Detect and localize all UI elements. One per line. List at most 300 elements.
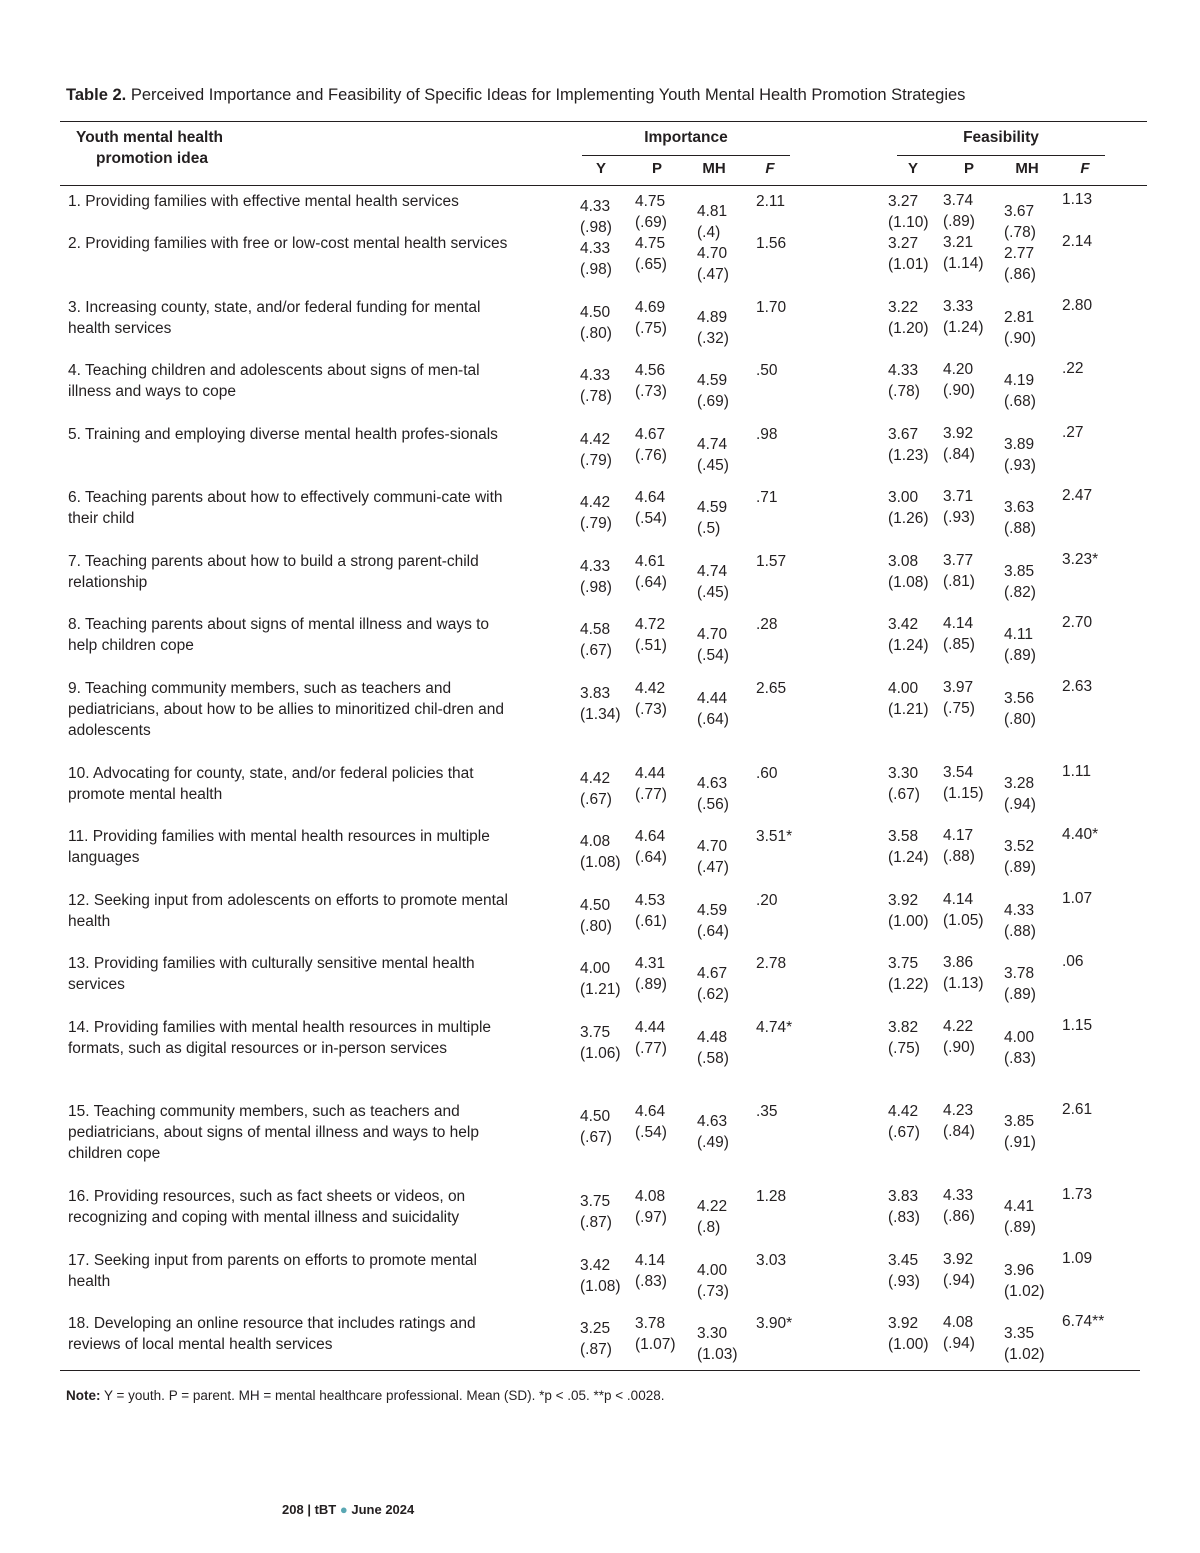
cell-mean: 4.23 xyxy=(943,1102,974,1119)
cell-fea-p xyxy=(943,825,975,867)
footer-separator: | xyxy=(307,1502,311,1517)
cell-fea-y xyxy=(888,953,929,995)
cell-imp-y xyxy=(580,1106,612,1148)
cell-sd: (.65) xyxy=(635,256,667,273)
cell-imp-p xyxy=(635,1313,676,1355)
cell-imp-y xyxy=(580,1191,612,1233)
cell-sd: (.49) xyxy=(697,1134,729,1151)
cell-imp-mh xyxy=(697,307,729,349)
cell-fea-f: .27 xyxy=(1062,424,1084,441)
row-idea: 12. Seeking input from adolescents on efforts to promote mental health xyxy=(68,892,508,930)
cell-sd: (.97) xyxy=(635,1209,667,1226)
cell-sd: (.90) xyxy=(943,382,975,399)
cell-imp-p xyxy=(635,551,667,593)
cell-mean: 3.97 xyxy=(943,679,974,696)
cell-fea-y xyxy=(888,233,929,275)
cell-fea-f: .06 xyxy=(1062,953,1084,970)
cell-mean: 4.42 xyxy=(580,494,611,511)
cell-fea-y xyxy=(888,191,929,233)
cell-sd: (.76) xyxy=(635,447,667,464)
header-idea xyxy=(76,127,276,169)
cell-mean: 3.71 xyxy=(943,488,974,505)
cell-imp-mh xyxy=(697,201,727,243)
cell-sd: (.75) xyxy=(888,1040,920,1057)
cell-imp-p xyxy=(635,297,667,339)
cell-sd: (.79) xyxy=(580,515,612,532)
cell-mean: 4.42 xyxy=(888,1103,919,1120)
header-rule xyxy=(60,185,1147,186)
cell-fea-p xyxy=(943,613,975,655)
cell-mean: 4.33 xyxy=(1004,902,1035,919)
cell-sd: (.54) xyxy=(635,1124,667,1141)
cell-fea-f: 2.14 xyxy=(1062,233,1093,250)
cell-mean: 3.74 xyxy=(943,192,974,209)
cell-mean: 4.33 xyxy=(580,240,611,257)
top-rule xyxy=(60,121,1147,122)
cell-imp-p xyxy=(635,890,667,932)
cell-fea-y xyxy=(888,826,929,868)
cell-mean: 4.59 xyxy=(697,372,728,389)
row-idea: 9. Teaching community members, such as teachers and pediatricians, about how to be allies to minoritized chil-dren and adolescents xyxy=(68,680,504,739)
cell-fea-mh xyxy=(1004,963,1036,1005)
cell-sd: (.93) xyxy=(888,1273,920,1290)
cell-mean: 4.20 xyxy=(943,361,974,378)
cell-mean: 3.30 xyxy=(697,1325,728,1342)
cell-fea-y xyxy=(888,614,929,656)
cell-mean: 4.33 xyxy=(888,362,919,379)
cell-fea-mh xyxy=(1004,1323,1045,1365)
cell-imp-p xyxy=(635,1186,667,1228)
cell-imp-f: 2.78 xyxy=(756,955,787,972)
header-idea-line2: promotion idea xyxy=(96,150,208,167)
cell-imp-y xyxy=(580,238,612,280)
cell-sd: (.68) xyxy=(1004,393,1036,410)
cell-fea-p xyxy=(943,1312,975,1354)
cell-mean: 4.42 xyxy=(580,431,611,448)
cell-mean: 4.17 xyxy=(943,827,974,844)
cell-mean: 4.08 xyxy=(635,1188,666,1205)
cell-sd: (1.00) xyxy=(888,1336,929,1353)
cell-fea-y xyxy=(888,1186,920,1228)
cell-sd: (.78) xyxy=(888,383,920,400)
cell-sd: (.67) xyxy=(888,786,920,803)
cell-mean: 3.92 xyxy=(888,892,919,909)
cell-mean: 3.56 xyxy=(1004,690,1035,707)
row-idea: 15. Teaching community members, such as teachers and pediatricians, about signs of mental illness and ways to help children cope xyxy=(68,1103,479,1162)
cell-imp-p xyxy=(635,614,667,656)
cell-sd: (.91) xyxy=(1004,1134,1036,1151)
cell-mean: 3.92 xyxy=(943,1251,974,1268)
cell-fea-mh xyxy=(1004,497,1036,539)
cell-imp-mh xyxy=(697,497,727,539)
cell-imp-mh xyxy=(697,1323,738,1365)
cell-imp-y xyxy=(580,1255,621,1297)
cell-mean: 4.33 xyxy=(580,558,611,575)
cell-sd: (.98) xyxy=(580,579,612,596)
cell-fea-y xyxy=(888,890,929,932)
cell-mean: 4.33 xyxy=(580,198,611,215)
cell-mean: 4.75 xyxy=(635,235,666,252)
cell-sd: (.93) xyxy=(943,509,975,526)
cell-sd: (.64) xyxy=(635,849,667,866)
header-fea-mh: MH xyxy=(1015,160,1039,177)
cell-mean: 3.00 xyxy=(888,489,919,506)
cell-imp-f: 1.57 xyxy=(756,553,787,570)
cell-fea-p xyxy=(943,1249,975,1291)
cell-mean: 4.67 xyxy=(697,965,728,982)
cell-imp-f: .35 xyxy=(756,1103,778,1120)
cell-fea-p xyxy=(943,423,975,465)
cell-mean: 4.44 xyxy=(697,690,728,707)
cell-mean: 3.42 xyxy=(888,616,919,633)
cell-imp-mh xyxy=(697,1196,727,1238)
cell-sd: (.98) xyxy=(580,261,612,278)
cell-sd: (.85) xyxy=(943,636,975,653)
cell-sd: (.47) xyxy=(697,266,729,283)
cell-sd: (1.08) xyxy=(888,574,929,591)
cell-fea-f: .22 xyxy=(1062,360,1084,377)
cell-mean: 2.77 xyxy=(1004,245,1035,262)
cell-sd: (1.02) xyxy=(1004,1346,1045,1363)
cell-imp-p xyxy=(635,360,667,402)
cell-sd: (.69) xyxy=(635,214,667,231)
cell-imp-y xyxy=(580,429,612,471)
cell-imp-mh xyxy=(697,836,729,878)
cell-imp-p xyxy=(635,233,667,275)
cell-imp-f: .98 xyxy=(756,426,778,443)
cell-fea-p xyxy=(943,296,984,338)
row-idea: 7. Teaching parents about how to build a strong parent-child relationship xyxy=(68,553,479,591)
cell-sd: (1.13) xyxy=(943,975,984,992)
cell-mean: 4.70 xyxy=(697,245,728,262)
cell-sd: (.45) xyxy=(697,584,729,601)
cell-fea-p xyxy=(943,1185,975,1227)
cell-mean: 4.53 xyxy=(635,892,666,909)
cell-fea-mh xyxy=(1004,900,1036,942)
cell-imp-f: 1.70 xyxy=(756,299,787,316)
cell-mean: 4.22 xyxy=(697,1198,728,1215)
cell-mean: 4.19 xyxy=(1004,372,1035,389)
row-idea: 13. Providing families with culturally sensitive mental health services xyxy=(68,955,475,993)
cell-mean: 4.22 xyxy=(943,1018,974,1035)
cell-imp-mh xyxy=(697,963,729,1005)
cell-sd: (.88) xyxy=(1004,520,1036,537)
cell-sd: (.89) xyxy=(1004,647,1036,664)
cell-imp-mh xyxy=(697,243,729,285)
cell-mean: 4.58 xyxy=(580,621,611,638)
cell-mean: 3.30 xyxy=(888,765,919,782)
cell-mean: 4.48 xyxy=(697,1029,728,1046)
cell-mean: 4.61 xyxy=(635,553,666,570)
caption-text: Perceived Importance and Feasibility of Specific Ideas for Implementing Youth Mental Health Promotion Strategies xyxy=(130,86,966,104)
cell-mean: 3.85 xyxy=(1004,563,1035,580)
cell-fea-f: 2.61 xyxy=(1062,1101,1093,1118)
cell-imp-f: 3.90* xyxy=(756,1315,793,1332)
cell-mean: 4.11 xyxy=(1004,626,1034,643)
cell-imp-y xyxy=(580,768,612,810)
cell-imp-f: .71 xyxy=(756,489,778,506)
cell-fea-y xyxy=(888,678,929,720)
cell-sd: (1.14) xyxy=(943,255,984,272)
cell-imp-p xyxy=(635,191,667,233)
header-imp-mh: MH xyxy=(702,160,726,177)
cell-fea-y xyxy=(888,1017,920,1059)
cell-fea-f: 4.40* xyxy=(1062,826,1099,843)
header-fea-f: F xyxy=(1080,160,1090,177)
cell-sd: (1.22) xyxy=(888,976,929,993)
importance-underline xyxy=(582,155,790,156)
table-caption xyxy=(66,86,965,105)
cell-sd: (.58) xyxy=(697,1050,729,1067)
cell-sd: (.84) xyxy=(943,446,975,463)
cell-fea-f: 1.13 xyxy=(1062,191,1093,208)
cell-imp-y xyxy=(580,492,612,534)
cell-mean: 3.89 xyxy=(1004,436,1035,453)
cell-mean: 4.67 xyxy=(635,426,666,443)
cell-mean: 4.89 xyxy=(697,309,728,326)
row-idea: 3. Increasing county, state, and/or federal funding for mental health services xyxy=(68,299,481,337)
cell-mean: 3.92 xyxy=(943,425,974,442)
cell-mean: 3.35 xyxy=(1004,1325,1035,1342)
cell-imp-mh xyxy=(697,1260,729,1302)
header-imp-p: P xyxy=(651,160,662,177)
cell-sd: (.83) xyxy=(888,1209,920,1226)
cell-sd: (.98) xyxy=(580,219,612,236)
cell-fea-y xyxy=(888,1101,920,1143)
cell-fea-f: 6.74** xyxy=(1062,1313,1105,1330)
cell-fea-f: 1.09 xyxy=(1062,1250,1093,1267)
cell-sd: (1.03) xyxy=(697,1346,738,1363)
cell-mean: 4.64 xyxy=(635,828,666,845)
row-idea: 16. Providing resources, such as fact sheets or videos, on recognizing and coping with mental illness and suicidality xyxy=(68,1188,466,1226)
cell-sd: (.4) xyxy=(697,224,721,241)
cell-sd: (1.05) xyxy=(943,912,984,929)
cell-fea-f: 2.70 xyxy=(1062,614,1093,631)
cell-mean: 4.00 xyxy=(1004,1029,1035,1046)
cell-imp-p xyxy=(635,953,667,995)
cell-sd: (.78) xyxy=(580,388,612,405)
cell-imp-y xyxy=(580,958,621,1000)
cell-sd: (.64) xyxy=(697,923,729,940)
cell-sd: (.77) xyxy=(635,1040,667,1057)
cell-sd: (.82) xyxy=(1004,584,1036,601)
journal-name: tBT xyxy=(314,1502,337,1517)
cell-sd: (1.24) xyxy=(888,849,929,866)
cell-sd: (.80) xyxy=(1004,711,1036,728)
cell-mean: 4.00 xyxy=(697,1262,728,1279)
cell-mean: 3.28 xyxy=(1004,775,1035,792)
cell-sd: (.75) xyxy=(943,700,975,717)
cell-sd: (.80) xyxy=(580,918,612,935)
cell-mean: 4.63 xyxy=(697,1113,728,1130)
cell-imp-mh xyxy=(697,900,729,942)
cell-mean: 3.58 xyxy=(888,828,919,845)
row-idea: 10. Advocating for county, state, and/or federal policies that promote mental health xyxy=(68,765,474,803)
cell-sd: (.5) xyxy=(697,520,721,537)
cell-imp-y xyxy=(580,895,612,937)
cell-mean: 3.83 xyxy=(580,685,611,702)
cell-sd: (1.07) xyxy=(635,1336,676,1353)
cell-sd: (.86) xyxy=(1004,266,1036,283)
cell-sd: (.90) xyxy=(1004,330,1036,347)
cell-mean: 3.33 xyxy=(943,298,974,315)
cell-mean: 3.86 xyxy=(943,954,974,971)
row-idea: 14. Providing families with mental health resources in multiple formats, such as digital resources or in-person services xyxy=(68,1019,492,1057)
cell-sd: (.94) xyxy=(1004,796,1036,813)
cell-sd: (1.34) xyxy=(580,706,621,723)
cell-mean: 4.63 xyxy=(697,775,728,792)
cell-sd: (1.08) xyxy=(580,854,621,871)
cell-mean: 4.42 xyxy=(635,680,666,697)
cell-fea-mh xyxy=(1004,773,1036,815)
cell-sd: (.8) xyxy=(697,1219,721,1236)
cell-mean: 4.14 xyxy=(635,1252,666,1269)
cell-fea-p xyxy=(943,190,975,232)
cell-fea-y xyxy=(888,1250,920,1292)
header-imp-f: F xyxy=(765,160,775,177)
cell-mean: 4.70 xyxy=(697,626,728,643)
cell-fea-mh xyxy=(1004,1260,1045,1302)
cell-sd: (1.00) xyxy=(888,913,929,930)
cell-sd: (.67) xyxy=(580,642,612,659)
cell-sd: (.89) xyxy=(1004,859,1036,876)
row-idea: 17. Seeking input from parents on efforts to promote mental health xyxy=(68,1252,477,1290)
cell-mean: 3.78 xyxy=(1004,965,1035,982)
cell-mean: 3.27 xyxy=(888,235,919,252)
cell-mean: 3.54 xyxy=(943,764,974,781)
cell-fea-mh xyxy=(1004,434,1036,476)
cell-fea-mh xyxy=(1004,1027,1036,1069)
cell-imp-p xyxy=(635,763,667,805)
cell-fea-p xyxy=(943,359,975,401)
cell-imp-mh xyxy=(697,434,729,476)
cell-sd: (.81) xyxy=(943,573,975,590)
cell-mean: 3.96 xyxy=(1004,1262,1035,1279)
header-idea-line1: Youth mental health xyxy=(76,129,223,146)
cell-mean: 4.74 xyxy=(697,436,728,453)
cell-sd: (.64) xyxy=(697,711,729,728)
cell-mean: 4.56 xyxy=(635,362,666,379)
cell-fea-y xyxy=(888,487,929,529)
cell-sd: (.56) xyxy=(697,796,729,813)
cell-sd: (.94) xyxy=(943,1272,975,1289)
cell-mean: 4.70 xyxy=(697,838,728,855)
cell-sd: (1.21) xyxy=(888,701,929,718)
cell-sd: (.54) xyxy=(635,510,667,527)
cell-fea-mh xyxy=(1004,624,1036,666)
cell-mean: 4.44 xyxy=(635,1019,666,1036)
cell-sd: (1.01) xyxy=(888,256,929,273)
cell-fea-p xyxy=(943,889,984,931)
cell-sd: (.54) xyxy=(697,647,729,664)
issue-date: June 2024 xyxy=(351,1502,415,1517)
cell-sd: (.79) xyxy=(580,452,612,469)
cell-mean: 3.77 xyxy=(943,552,974,569)
cell-mean: 3.75 xyxy=(888,955,919,972)
table-note xyxy=(66,1388,664,1403)
row-idea: 1. Providing families with effective mental health services xyxy=(68,193,459,210)
cell-imp-p xyxy=(635,678,667,720)
cell-sd: (.73) xyxy=(635,383,667,400)
row-idea: 8. Teaching parents about signs of mental illness and ways to help children cope xyxy=(68,616,490,654)
cell-sd: (.78) xyxy=(1004,224,1036,241)
cell-imp-f: .20 xyxy=(756,892,778,909)
cell-fea-y xyxy=(888,1313,929,1355)
cell-fea-p xyxy=(943,952,984,994)
cell-sd: (.94) xyxy=(943,1335,975,1352)
cell-mean: 3.67 xyxy=(1004,203,1035,220)
cell-imp-f: 2.11 xyxy=(756,193,786,210)
cell-mean: 3.75 xyxy=(580,1193,611,1210)
cell-imp-y xyxy=(580,619,612,661)
cell-sd: (.87) xyxy=(580,1214,612,1231)
cell-fea-p xyxy=(943,486,975,528)
cell-mean: 4.59 xyxy=(697,902,728,919)
cell-sd: (.88) xyxy=(943,848,975,865)
cell-imp-y xyxy=(580,556,612,598)
cell-fea-y xyxy=(888,360,920,402)
cell-fea-y xyxy=(888,551,929,593)
cell-sd: (.73) xyxy=(697,1283,729,1300)
cell-imp-y xyxy=(580,1022,621,1064)
cell-mean: 3.75 xyxy=(580,1024,611,1041)
header-feasibility: Feasibility xyxy=(963,129,1039,146)
cell-sd: (.67) xyxy=(580,1129,612,1146)
cell-sd: (.89) xyxy=(635,976,667,993)
cell-fea-mh xyxy=(1004,1196,1036,1238)
cell-mean: 3.25 xyxy=(580,1320,611,1337)
cell-sd: (1.02) xyxy=(1004,1283,1045,1300)
cell-sd: (1.23) xyxy=(888,447,929,464)
cell-mean: 4.08 xyxy=(580,833,611,850)
cell-mean: 4.41 xyxy=(1004,1198,1035,1215)
cell-sd: (.86) xyxy=(943,1208,975,1225)
cell-sd: (.80) xyxy=(580,325,612,342)
cell-imp-mh xyxy=(697,561,729,603)
cell-mean: 3.22 xyxy=(888,299,919,316)
header-importance: Importance xyxy=(644,129,728,146)
cell-mean: 3.82 xyxy=(888,1019,919,1036)
cell-fea-f: 1.11 xyxy=(1062,763,1092,780)
cell-mean: 4.33 xyxy=(943,1187,974,1204)
cell-sd: (.83) xyxy=(635,1273,667,1290)
cell-fea-mh xyxy=(1004,243,1036,285)
cell-mean: 4.50 xyxy=(580,304,611,321)
cell-imp-f: 3.51* xyxy=(756,828,793,845)
cell-mean: 3.85 xyxy=(1004,1113,1035,1130)
cell-imp-y xyxy=(580,196,612,238)
row-idea: 4. Teaching children and adolescents about signs of men-tal illness and ways to cope xyxy=(68,362,480,400)
cell-sd: (.32) xyxy=(697,330,729,347)
cell-imp-mh xyxy=(697,773,729,815)
row-idea: 6. Teaching parents about how to effectively communi-cate with their child xyxy=(68,489,503,527)
cell-imp-y xyxy=(580,831,621,873)
cell-sd: (1.10) xyxy=(888,214,929,231)
cell-fea-p xyxy=(943,232,984,274)
cell-imp-f: 1.56 xyxy=(756,235,787,252)
cell-fea-p xyxy=(943,1100,975,1142)
cell-mean: 4.00 xyxy=(580,960,611,977)
header-fea-y: Y xyxy=(907,160,918,177)
cell-sd: (.62) xyxy=(697,986,729,1003)
cell-sd: (.51) xyxy=(635,637,667,654)
cell-fea-mh xyxy=(1004,201,1036,243)
cell-fea-p xyxy=(943,550,975,592)
cell-imp-f: .28 xyxy=(756,616,778,633)
cell-mean: 3.92 xyxy=(888,1315,919,1332)
cell-fea-p xyxy=(943,677,975,719)
cell-sd: (.90) xyxy=(943,1039,975,1056)
